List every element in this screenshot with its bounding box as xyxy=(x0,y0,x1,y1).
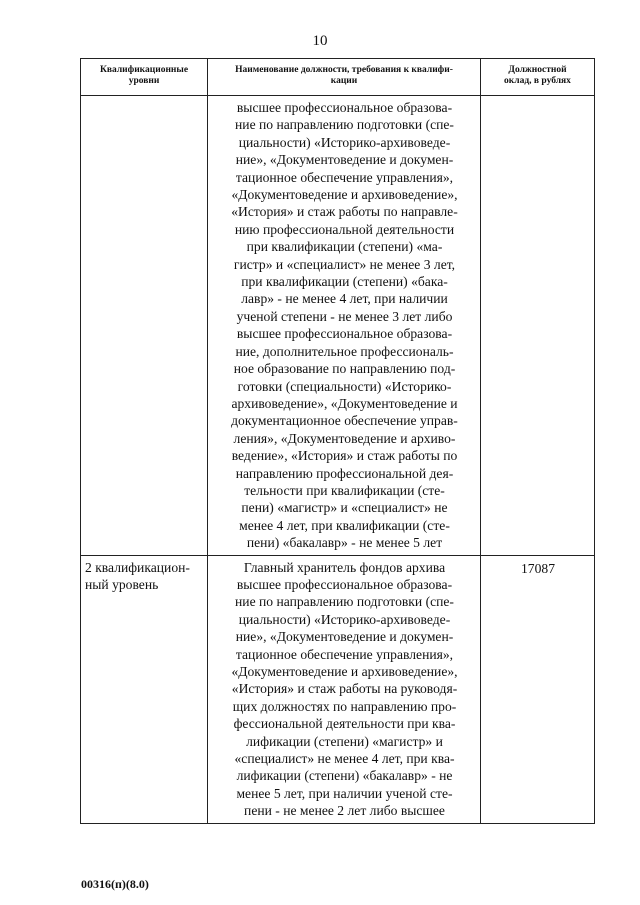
header-position-requirements xyxy=(208,59,481,96)
requirement-text-line: лавр» - не менее 4 лет, при наличии xyxy=(241,291,448,307)
table-row xyxy=(81,555,595,823)
requirement-text-line: ления», «Документоведение и архиво- xyxy=(233,430,456,446)
requirement-text-line: готовки (специальности) «Историко- xyxy=(237,378,452,394)
header-line: кации xyxy=(330,76,358,86)
requirement-text-line: ние», «Документоведение и докумен- xyxy=(235,152,454,168)
requirement-text-line: тельности при квалификации (сте- xyxy=(244,482,445,498)
requirement-text-line: ведение», «История» и стаж работы по xyxy=(231,448,458,464)
requirement-text-line: ученой степени - не менее 3 лет либо xyxy=(236,308,453,324)
requirement-text-line: тационное обеспечение управления», xyxy=(235,646,454,662)
requirement-text-line: циальности) «Историко-архивоведе- xyxy=(238,611,451,627)
requirement-text-line: тационное обеспечение управления», xyxy=(235,169,454,185)
qualification-table xyxy=(80,58,595,824)
salary-cell xyxy=(481,555,595,823)
requirement-text-line: при квалификации (степени) «бака- xyxy=(241,274,448,290)
requirement-text-line: Главный хранитель фондов архива xyxy=(243,559,446,575)
salary-cell xyxy=(481,96,595,556)
qualification-level-cell xyxy=(81,96,208,556)
qualification-level-line: 2 квалификацион- xyxy=(85,559,190,575)
requirement-text-line: «Документоведение и архивоведение», xyxy=(231,187,458,203)
requirement-text-line: ние по направлению подготовки (спе- xyxy=(235,594,454,610)
header-line: уровни xyxy=(128,76,160,86)
requirement-text-line: высшее профессиональное образова- xyxy=(236,576,453,592)
table-header-row xyxy=(81,59,595,96)
requirement-text-line: лификации (степени) «магистр» и xyxy=(246,733,443,749)
requirement-text-line: высшее профессиональное образова- xyxy=(236,100,453,115)
requirement-text-line: пени - не менее 2 лет либо высшее xyxy=(244,803,445,819)
document-code: 00316(п)(8.0) xyxy=(81,877,149,891)
requirement-text-line: лификации (степени) «бакалавр» - не xyxy=(236,768,453,784)
requirement-text-line: направлению профессиональной дея- xyxy=(235,465,454,481)
requirement-text-line: ние по направлению подготовки (спе- xyxy=(235,117,454,133)
requirement-text-line: нию профессиональной деятельности xyxy=(234,221,455,237)
requirement-text-line: пени) «магистр» и «специалист» не xyxy=(241,500,448,516)
header-line: оклад, в рублях xyxy=(504,76,571,86)
requirement-text-line: фессиональной деятельности при ква- xyxy=(233,716,456,732)
requirement-text-line: пени) «бакалавр» - не менее 5 лет xyxy=(246,535,443,551)
requirement-text-line: высшее профессиональное образова- xyxy=(236,326,453,342)
requirement-text-line: щих должностях по направлению про- xyxy=(232,698,457,714)
header-salary xyxy=(481,59,595,96)
salary-value: 17087 xyxy=(521,560,555,576)
requirement-text-line: менее 5 лет, при наличии ученой сте- xyxy=(236,785,453,801)
requirement-text-line: архивоведение», «Документоведение и xyxy=(231,395,458,411)
requirement-text-line: «специалист» не менее 4 лет, при ква- xyxy=(234,751,455,767)
header-line: Должностной xyxy=(508,65,567,75)
header-line: Квалификационные xyxy=(99,65,189,75)
requirement-text-line: документационное обеспечение управ- xyxy=(231,413,458,429)
qualification-level-line: ный уровень xyxy=(85,576,159,592)
requirement-text-line: «История» и стаж работы на руководя- xyxy=(231,681,458,697)
page-number: 10 xyxy=(312,33,328,49)
requirement-text-line: при квалификации (степени) «ма- xyxy=(246,239,443,255)
requirement-text-line: ние, дополнительное профессиональ- xyxy=(235,343,454,359)
header-qualification-levels xyxy=(81,59,208,96)
requirement-text-line: гистр» и «специалист» не менее 3 лет, xyxy=(233,256,456,272)
qualification-level-cell xyxy=(81,555,208,823)
position-requirements-cell xyxy=(208,555,481,823)
requirement-text-line: «История» и стаж работы по направле- xyxy=(231,204,458,220)
requirement-text-line: «Документоведение и архивоведение», xyxy=(231,664,458,679)
requirement-text-line: ние», «Документоведение и докумен- xyxy=(235,629,454,645)
requirement-text-line: циальности) «Историко-архивоведе- xyxy=(238,134,451,150)
header-line: Наименование должности, требования к квалифи- xyxy=(235,65,453,75)
position-requirements-cell xyxy=(208,96,481,556)
requirement-text-line: менее 4 лет, при квалификации (сте- xyxy=(239,517,450,533)
table-row xyxy=(81,96,595,556)
requirement-text-line: ное образование по направлению под- xyxy=(233,361,456,377)
